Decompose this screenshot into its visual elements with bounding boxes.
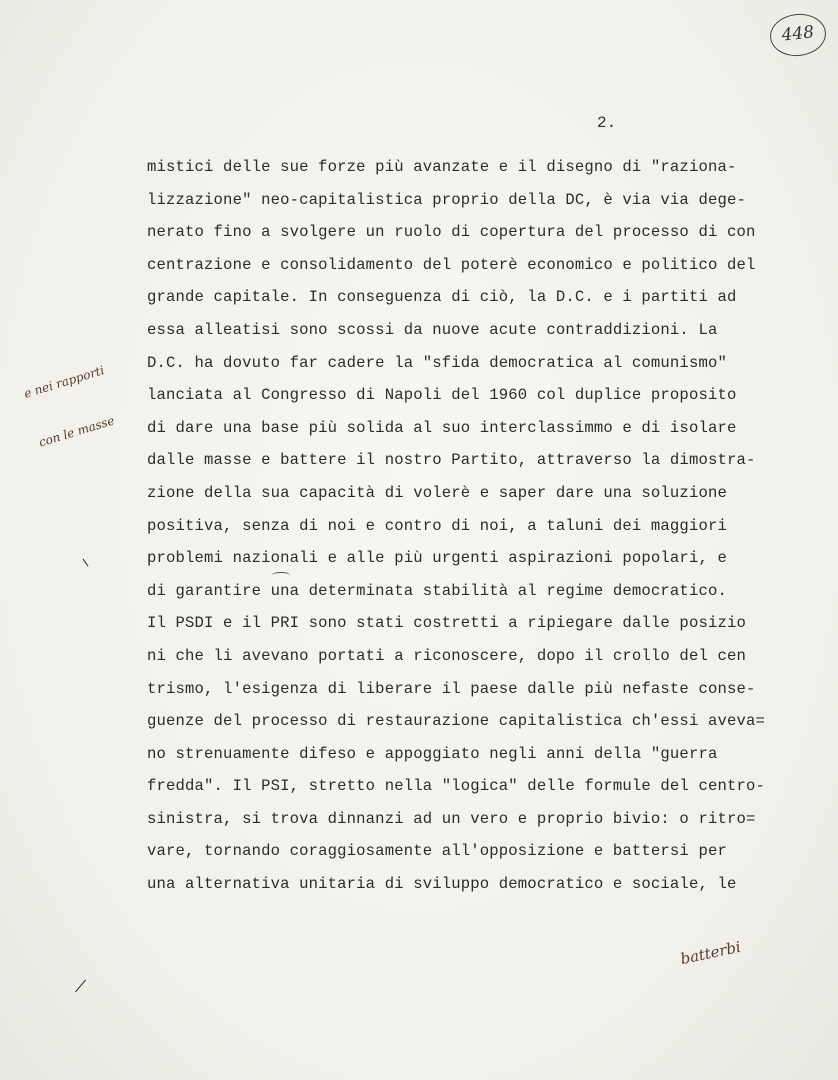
text-line: no strenuamente difeso e appoggiato negli anni della "guerra bbox=[147, 744, 718, 763]
handwritten-correction: batterbi bbox=[678, 937, 743, 969]
archive-number-stamp bbox=[768, 11, 828, 59]
text-line: dalle masse e battere il nostro Partito, attraverso la dimostra- bbox=[147, 451, 756, 470]
handwritten-margin-note bbox=[12, 330, 131, 484]
text-line: guenze del processo di restaurazione capitalistica ch'essi aveva= bbox=[147, 712, 766, 731]
text-line: ni che li avevano portati a riconoscere, dopo il crollo del cen bbox=[147, 646, 746, 665]
text-line: lanciata al Congresso di Napoli del 1960 col duplice proposito bbox=[147, 386, 737, 405]
text-line: Il PSDI e il PRI sono stati costretti a ripiegare dalle posizio bbox=[147, 614, 746, 633]
text-line: mistici delle sue forze più avanzate e il disegno di "raziona- bbox=[147, 158, 737, 176]
text-line: positiva, senza di noi e contro di noi, a taluni dei maggiori bbox=[147, 516, 727, 535]
text-line: zione della sua capacità di volerè e saper dare una soluzione bbox=[147, 483, 727, 502]
text-line: grande capitale. In conseguenza di ciò, la D.C. e i partiti ad bbox=[147, 288, 737, 307]
margin-note-line: con le masse bbox=[37, 413, 117, 450]
text-line: di garantire una determinata stabilità al regime democratico. bbox=[147, 581, 727, 600]
body-text bbox=[147, 158, 765, 908]
text-line: nerato fino a svolgere un ruolo di copertura del processo di con bbox=[147, 223, 756, 242]
text-line: fredda". Il PSI, stretto nella "logica" delle formule del centro- bbox=[147, 777, 766, 796]
insertion-mark bbox=[272, 572, 290, 578]
text-line: sinistra, si trova dinnanzi ad un vero e proprio bivio: o ritro= bbox=[147, 809, 756, 828]
margin-tick-mark bbox=[75, 979, 86, 992]
text-line: D.C. ha dovuto far cadere la "sfida democratica al comunismo" bbox=[147, 353, 727, 372]
text-line: vare, tornando coraggiosamente all'opposizione e battersi per bbox=[147, 842, 727, 861]
margin-tick-mark bbox=[83, 558, 89, 566]
page-number: 2. bbox=[597, 114, 617, 132]
margin-note-line: e nei rapporti bbox=[22, 363, 106, 401]
text-line: problemi nazionali e alle più urgenti aspirazioni popolari, e bbox=[147, 549, 727, 568]
text-line: di dare una base più solida al suo interclassimmo e di isolare bbox=[147, 418, 737, 437]
text-line: centrazione e consolidamento del poterè economico e politico del bbox=[147, 255, 756, 274]
archive-number: 448 bbox=[780, 22, 816, 46]
text-line: trismo, l'esigenza di liberare il paese dalle più nefaste conse- bbox=[147, 679, 756, 698]
text-line: essa alleatisi sono scossi da nuove acute contraddizioni. La bbox=[147, 320, 718, 339]
text-line: una alternativa unitaria di sviluppo democratico e sociale, le bbox=[147, 875, 737, 894]
text-line: lizzazione" neo-capitalistica proprio della DC, è via via dege- bbox=[147, 190, 746, 209]
